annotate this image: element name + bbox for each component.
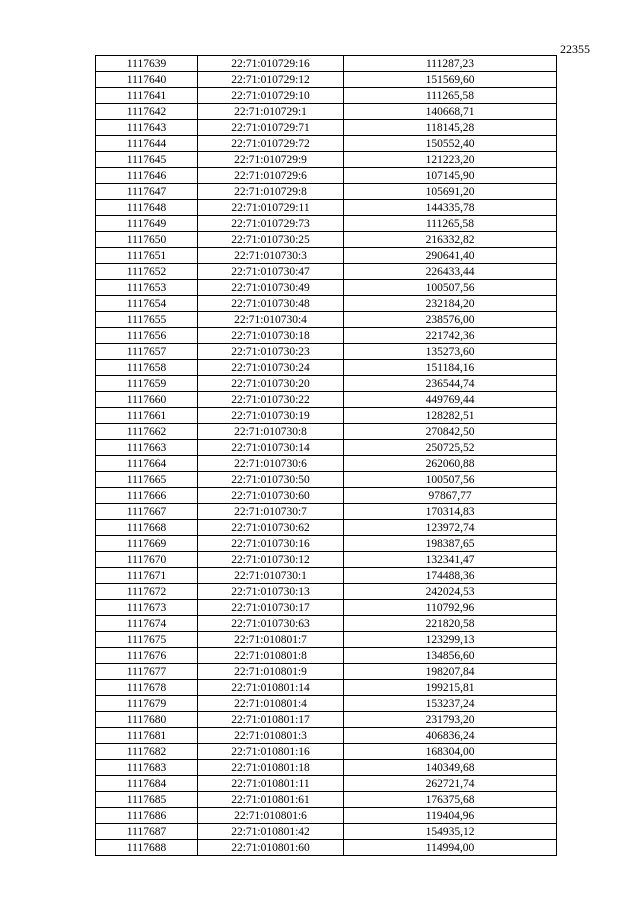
cadastral-number-cell: 22:71:010729:9 (198, 152, 344, 168)
table-row (96, 760, 557, 776)
table-row (96, 840, 557, 856)
table-row (96, 360, 557, 376)
table-row (96, 792, 557, 808)
cadastral-number-cell: 22:71:010730:7 (198, 504, 344, 520)
cadastral-value-cell: 144335,78 (344, 200, 557, 216)
cadastral-value-cell: 140668,71 (344, 104, 557, 120)
cadastral-value-cell: 123299,13 (344, 632, 557, 648)
table-row (96, 584, 557, 600)
cadastral-number-cell: 22:71:010729:72 (198, 136, 344, 152)
cadastral-number-cell: 22:71:010730:12 (198, 552, 344, 568)
cadastral-number-cell: 22:71:010801:17 (198, 712, 344, 728)
cadastral-value-cell: 270842,50 (344, 424, 557, 440)
page-number: 22355 (560, 42, 590, 56)
table-row (96, 472, 557, 488)
cadastral-value-cell: 118145,28 (344, 120, 557, 136)
cadastral-number-cell: 22:71:010729:73 (198, 216, 344, 232)
cadastral-value-cell: 121223,20 (344, 152, 557, 168)
record-number-cell: 1117656 (96, 328, 198, 344)
cadastral-value-cell: 140349,68 (344, 760, 557, 776)
record-number-cell: 1117644 (96, 136, 198, 152)
table-row (96, 152, 557, 168)
cadastral-number-cell: 22:71:010730:13 (198, 584, 344, 600)
table-row (96, 728, 557, 744)
cadastral-number-cell: 22:71:010801:4 (198, 696, 344, 712)
cadastral-number-cell: 22:71:010730:49 (198, 280, 344, 296)
record-number-cell: 1117686 (96, 808, 198, 824)
record-number-cell: 1117664 (96, 456, 198, 472)
cadastral-number-cell: 22:71:010730:18 (198, 328, 344, 344)
cadastral-value-cell: 132341,47 (344, 552, 557, 568)
record-number-cell: 1117670 (96, 552, 198, 568)
cadastral-number-cell: 22:71:010730:48 (198, 296, 344, 312)
table-row (96, 184, 557, 200)
cadastral-value-cell: 170314,83 (344, 504, 557, 520)
record-number-cell: 1117665 (96, 472, 198, 488)
table-row (96, 216, 557, 232)
record-number-cell: 1117639 (96, 56, 198, 72)
cadastral-value-cell: 406836,24 (344, 728, 557, 744)
record-number-cell: 1117688 (96, 840, 198, 856)
record-number-cell: 1117682 (96, 744, 198, 760)
cadastral-value-cell: 111265,58 (344, 88, 557, 104)
cadastral-value-cell: 111287,23 (344, 56, 557, 72)
table-row (96, 344, 557, 360)
cadastral-number-cell: 22:71:010730:19 (198, 408, 344, 424)
record-number-cell: 1117653 (96, 280, 198, 296)
record-number-cell: 1117660 (96, 392, 198, 408)
cadastral-number-cell: 22:71:010801:11 (198, 776, 344, 792)
cadastral-value-cell: 262060,88 (344, 456, 557, 472)
cadastral-value-cell: 198387,65 (344, 536, 557, 552)
table-row (96, 632, 557, 648)
table-row (96, 456, 557, 472)
cadastral-number-cell: 22:71:010730:25 (198, 232, 344, 248)
record-number-cell: 1117661 (96, 408, 198, 424)
cadastral-value-cell: 231793,20 (344, 712, 557, 728)
table-row (96, 104, 557, 120)
record-number-cell: 1117643 (96, 120, 198, 136)
record-number-cell: 1117684 (96, 776, 198, 792)
cadastral-number-cell: 22:71:010801:14 (198, 680, 344, 696)
cadastral-number-cell: 22:71:010801:9 (198, 664, 344, 680)
cadastral-number-cell: 22:71:010730:63 (198, 616, 344, 632)
record-number-cell: 1117650 (96, 232, 198, 248)
cadastral-number-cell: 22:71:010730:23 (198, 344, 344, 360)
table-row (96, 408, 557, 424)
cadastral-value-cell: 221742,36 (344, 328, 557, 344)
cadastral-number-cell: 22:71:010729:10 (198, 88, 344, 104)
table-row (96, 568, 557, 584)
cadastral-value-cell: 168304,00 (344, 744, 557, 760)
cadastral-value-cell: 449769,44 (344, 392, 557, 408)
cadastral-value-cell: 114994,00 (344, 840, 557, 856)
record-number-cell: 1117647 (96, 184, 198, 200)
cadastral-value-cell: 198207,84 (344, 664, 557, 680)
cadastral-number-cell: 22:71:010729:11 (198, 200, 344, 216)
table-body (96, 56, 557, 856)
record-number-cell: 1117657 (96, 344, 198, 360)
table-row (96, 136, 557, 152)
record-number-cell: 1117687 (96, 824, 198, 840)
cadastral-number-cell: 22:71:010801:42 (198, 824, 344, 840)
table-row (96, 200, 557, 216)
table-row (96, 296, 557, 312)
table-row (96, 552, 557, 568)
cadastral-value-cell: 97867,77 (344, 488, 557, 504)
record-number-cell: 1117649 (96, 216, 198, 232)
cadastral-number-cell: 22:71:010730:22 (198, 392, 344, 408)
cadastral-value-cell: 107145,90 (344, 168, 557, 184)
record-number-cell: 1117662 (96, 424, 198, 440)
cadastral-value-cell: 154935,12 (344, 824, 557, 840)
cadastral-number-cell: 22:71:010730:50 (198, 472, 344, 488)
table-row (96, 536, 557, 552)
record-number-cell: 1117673 (96, 600, 198, 616)
cadastral-number-cell: 22:71:010729:12 (198, 72, 344, 88)
cadastral-number-cell: 22:71:010730:4 (198, 312, 344, 328)
table-row (96, 328, 557, 344)
record-number-cell: 1117659 (96, 376, 198, 392)
table-row (96, 664, 557, 680)
cadastral-number-cell: 22:71:010730:17 (198, 600, 344, 616)
table-row (96, 312, 557, 328)
cadastral-value-cell: 153237,24 (344, 696, 557, 712)
table-row (96, 808, 557, 824)
cadastral-number-cell: 22:71:010730:47 (198, 264, 344, 280)
cadastral-number-cell: 22:71:010801:61 (198, 792, 344, 808)
cadastral-value-cell: 128282,51 (344, 408, 557, 424)
cadastral-value-cell: 135273,60 (344, 344, 557, 360)
cadastral-value-cell: 134856,60 (344, 648, 557, 664)
table-row (96, 680, 557, 696)
record-number-cell: 1117641 (96, 88, 198, 104)
table-row (96, 424, 557, 440)
record-number-cell: 1117663 (96, 440, 198, 456)
table-row (96, 88, 557, 104)
cadastral-value-cell: 262721,74 (344, 776, 557, 792)
cadastral-number-cell: 22:71:010730:16 (198, 536, 344, 552)
record-number-cell: 1117668 (96, 520, 198, 536)
cadastral-number-cell: 22:71:010729:8 (198, 184, 344, 200)
cadastral-number-cell: 22:71:010801:16 (198, 744, 344, 760)
record-number-cell: 1117685 (96, 792, 198, 808)
cadastral-value-cell: 100507,56 (344, 280, 557, 296)
cadastral-value-cell: 176375,68 (344, 792, 557, 808)
cadastral-number-cell: 22:71:010801:7 (198, 632, 344, 648)
table-row (96, 600, 557, 616)
table-row (96, 280, 557, 296)
record-number-cell: 1117678 (96, 680, 198, 696)
table-row (96, 248, 557, 264)
table-row (96, 776, 557, 792)
cadastral-number-cell: 22:71:010801:18 (198, 760, 344, 776)
cadastral-value-cell: 105691,20 (344, 184, 557, 200)
table-row (96, 504, 557, 520)
cadastral-number-cell: 22:71:010730:62 (198, 520, 344, 536)
table-row (96, 168, 557, 184)
cadastral-value-cell: 174488,36 (344, 568, 557, 584)
table-row (96, 376, 557, 392)
table-row (96, 616, 557, 632)
table-row (96, 744, 557, 760)
table-row (96, 824, 557, 840)
cadastral-value-cell: 221820,58 (344, 616, 557, 632)
cadastral-number-cell: 22:71:010801:6 (198, 808, 344, 824)
cadastral-value-cell: 242024,53 (344, 584, 557, 600)
cadastral-value-cell: 199215,81 (344, 680, 557, 696)
table-row (96, 120, 557, 136)
cadastral-value-cell: 238576,00 (344, 312, 557, 328)
record-number-cell: 1117654 (96, 296, 198, 312)
record-number-cell: 1117672 (96, 584, 198, 600)
record-number-cell: 1117677 (96, 664, 198, 680)
cadastral-value-cell: 110792,96 (344, 600, 557, 616)
record-number-cell: 1117681 (96, 728, 198, 744)
table-row (96, 232, 557, 248)
record-number-cell: 1117655 (96, 312, 198, 328)
cadastral-number-cell: 22:71:010730:60 (198, 488, 344, 504)
table-row (96, 392, 557, 408)
cadastral-value-cell: 151569,60 (344, 72, 557, 88)
cadastral-value-table (95, 55, 557, 856)
cadastral-value-cell: 236544,74 (344, 376, 557, 392)
cadastral-value-cell: 290641,40 (344, 248, 557, 264)
table-row (96, 648, 557, 664)
record-number-cell: 1117669 (96, 536, 198, 552)
cadastral-number-cell: 22:71:010730:24 (198, 360, 344, 376)
record-number-cell: 1117652 (96, 264, 198, 280)
cadastral-value-cell: 100507,56 (344, 472, 557, 488)
record-number-cell: 1117640 (96, 72, 198, 88)
cadastral-value-cell: 119404,96 (344, 808, 557, 824)
table-row (96, 712, 557, 728)
cadastral-number-cell: 22:71:010801:60 (198, 840, 344, 856)
record-number-cell: 1117667 (96, 504, 198, 520)
record-number-cell: 1117671 (96, 568, 198, 584)
cadastral-value-cell: 123972,74 (344, 520, 557, 536)
table-row (96, 72, 557, 88)
record-number-cell: 1117648 (96, 200, 198, 216)
record-number-cell: 1117674 (96, 616, 198, 632)
cadastral-number-cell: 22:71:010729:16 (198, 56, 344, 72)
record-number-cell: 1117683 (96, 760, 198, 776)
cadastral-number-cell: 22:71:010730:8 (198, 424, 344, 440)
cadastral-number-cell: 22:71:010730:1 (198, 568, 344, 584)
record-number-cell: 1117676 (96, 648, 198, 664)
record-number-cell: 1117658 (96, 360, 198, 376)
table-row (96, 56, 557, 72)
cadastral-number-cell: 22:71:010730:14 (198, 440, 344, 456)
table-row (96, 520, 557, 536)
cadastral-value-cell: 232184,20 (344, 296, 557, 312)
cadastral-number-cell: 22:71:010730:20 (198, 376, 344, 392)
record-number-cell: 1117680 (96, 712, 198, 728)
table-row (96, 264, 557, 280)
cadastral-number-cell: 22:71:010730:6 (198, 456, 344, 472)
record-number-cell: 1117645 (96, 152, 198, 168)
cadastral-number-cell: 22:71:010729:71 (198, 120, 344, 136)
cadastral-value-cell: 150552,40 (344, 136, 557, 152)
cadastral-number-cell: 22:71:010729:1 (198, 104, 344, 120)
cadastral-value-cell: 151184,16 (344, 360, 557, 376)
cadastral-value-cell: 226433,44 (344, 264, 557, 280)
record-number-cell: 1117666 (96, 488, 198, 504)
record-number-cell: 1117679 (96, 696, 198, 712)
table-row (96, 696, 557, 712)
cadastral-value-cell: 216332,82 (344, 232, 557, 248)
table-row (96, 440, 557, 456)
cadastral-number-cell: 22:71:010730:3 (198, 248, 344, 264)
cadastral-number-cell: 22:71:010801:3 (198, 728, 344, 744)
record-number-cell: 1117646 (96, 168, 198, 184)
record-number-cell: 1117642 (96, 104, 198, 120)
cadastral-number-cell: 22:71:010801:8 (198, 648, 344, 664)
cadastral-value-cell: 250725,52 (344, 440, 557, 456)
record-number-cell: 1117651 (96, 248, 198, 264)
cadastral-number-cell: 22:71:010729:6 (198, 168, 344, 184)
cadastral-value-cell: 111265,58 (344, 216, 557, 232)
table-row (96, 488, 557, 504)
record-number-cell: 1117675 (96, 632, 198, 648)
